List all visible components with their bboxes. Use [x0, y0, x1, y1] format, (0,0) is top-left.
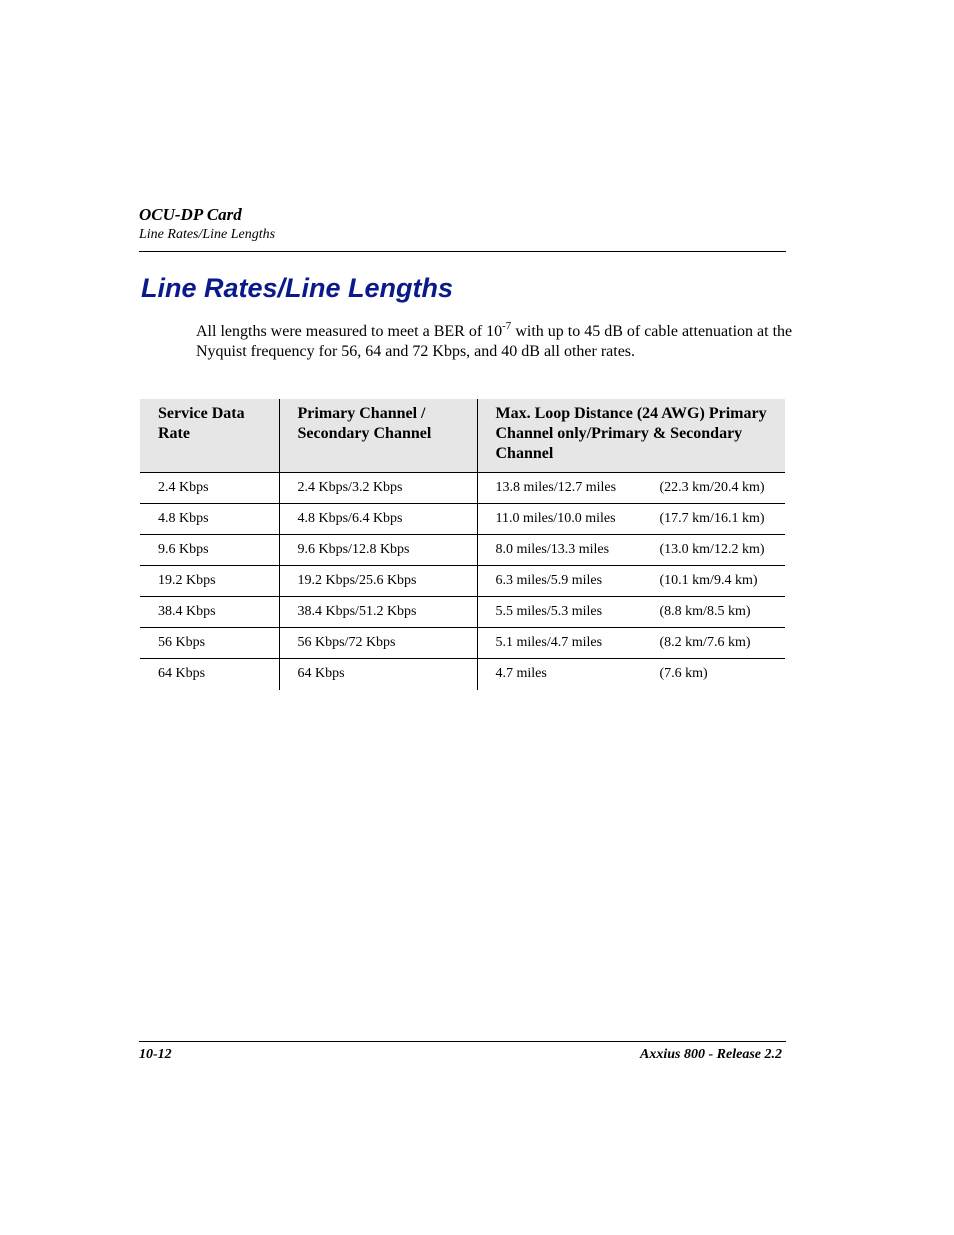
table-row [140, 473, 785, 504]
cell-miles: 13.8 miles/12.7 miles [495, 480, 617, 495]
cell-channel: 38.4 Kbps/51.2 Kbps [279, 597, 477, 628]
header-max-loop-distance: Max. Loop Distance (24 AWG) Primary Channel only/Primary & Secondary Channel [477, 399, 785, 473]
cell-km: (17.7 km/16.1 km) [659, 511, 765, 526]
cell-rate: 19.2 Kbps [140, 566, 279, 597]
intro-text-start: All lengths were measured to meet a BER of 10 [196, 323, 503, 340]
table-header-row [140, 399, 785, 473]
footer-divider [139, 1041, 786, 1042]
page-number: 10-12 [139, 1047, 172, 1062]
table-row [140, 597, 785, 628]
cell-distance [477, 597, 785, 628]
header-divider [139, 251, 786, 252]
table-row [140, 566, 785, 597]
cell-miles: 6.3 miles/5.9 miles [495, 573, 603, 588]
header-subtitle: Line Rates/Line Lengths [139, 227, 276, 242]
table-row [140, 628, 785, 659]
cell-km: (13.0 km/12.2 km) [659, 542, 765, 557]
table-row [140, 659, 785, 690]
cell-channel: 64 Kbps [279, 659, 477, 690]
cell-rate: 2.4 Kbps [140, 473, 279, 504]
cell-distance [477, 473, 785, 504]
cell-rate: 56 Kbps [140, 628, 279, 659]
cell-rate: 38.4 Kbps [140, 597, 279, 628]
cell-miles: 4.7 miles [495, 666, 547, 682]
cell-distance [477, 628, 785, 659]
cell-channel: 2.4 Kbps/3.2 Kbps [279, 473, 477, 504]
cell-distance [477, 566, 785, 597]
intro-paragraph [196, 319, 796, 362]
intro-text-end: with up to 45 dB of cable attenuation at the Nyquist frequency for 56, 64 and 72 Kbps, and 40 dB all other rates. [196, 323, 793, 360]
cell-miles: 5.1 miles/4.7 miles [495, 635, 603, 650]
cell-km: (22.3 km/20.4 km) [659, 480, 765, 495]
cell-channel: 4.8 Kbps/6.4 Kbps [279, 504, 477, 535]
table-row [140, 535, 785, 566]
cell-km: (8.8 km/8.5 km) [659, 604, 751, 619]
cell-distance [477, 659, 785, 690]
cell-channel: 56 Kbps/72 Kbps [279, 628, 477, 659]
header-primary-secondary-channel: Primary Channel / Secondary Channel [279, 399, 477, 473]
running-header [139, 204, 785, 244]
line-rates-table [140, 399, 785, 690]
cell-miles: 5.5 miles/5.3 miles [495, 604, 603, 619]
intro-exponent: -7 [502, 319, 512, 332]
cell-miles: 11.0 miles/10.0 miles [495, 511, 616, 526]
cell-rate: 64 Kbps [140, 659, 279, 690]
cell-distance [477, 504, 785, 535]
cell-rate: 9.6 Kbps [140, 535, 279, 566]
cell-channel: 9.6 Kbps/12.8 Kbps [279, 535, 477, 566]
cell-miles: 8.0 miles/13.3 miles [495, 542, 610, 557]
cell-km: (8.2 km/7.6 km) [659, 635, 751, 650]
header-service-data-rate: Service Data Rate [140, 399, 279, 473]
table-row [140, 504, 785, 535]
cell-rate: 4.8 Kbps [140, 504, 279, 535]
cell-distance [477, 535, 785, 566]
cell-km: (7.6 km) [659, 666, 708, 682]
section-title: Line Rates/Line Lengths [141, 273, 454, 303]
product-release: Axxius 800 - Release 2.2 [640, 1047, 782, 1062]
header-title: OCU-DP Card [139, 205, 242, 224]
cell-channel: 19.2 Kbps/25.6 Kbps [279, 566, 477, 597]
cell-km: (10.1 km/9.4 km) [659, 573, 758, 588]
